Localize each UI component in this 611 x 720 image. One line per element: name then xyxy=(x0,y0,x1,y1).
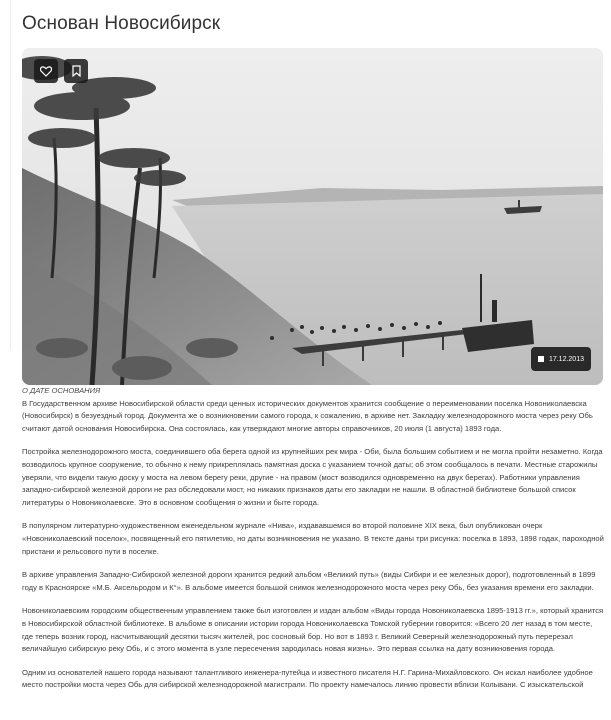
article-title: Основан Новосибирск xyxy=(22,13,221,34)
paragraph: В архиве управления Западно-Сибирской железной дороги хранится редкий альбом «Великий путь» (виды Сибири и ее железных дорог), подготовленный в 1899 году в Красноярске «М.Б. Аксельродом и К°». В альбоме имеется большой снимок железнодорожного моста через реку Обь, без указания времени его закладки. xyxy=(22,570,596,592)
photo-date-badge xyxy=(531,347,591,371)
paragraph: Одним из основателей нашего города называют талантливого инженера-путейца и известного писателя Н.Г. Гарина-Михайловского. Он искал наиболее удобное место постройки моста через Обь для сибирской железнодорожной магистрали. По проекту намечалось линию провести вблизи Колывани. С изыскательской xyxy=(22,667,593,690)
river-photo-illustration xyxy=(22,48,603,385)
paragraph: Новониколаевским городским общественным управлением также был изготовлен и издан альбом «Виды города Новониколаевска 1895-1913 гг.», который хранится в Новосибирской областной библиотеке. В альбоме в описании истории города Новониколаевска Томской губернии говорится: «Всего 20 лет назад в том месте, где теперь возник город, насчитывающий десятки тысяч жителей, рос сосновый бор. Но вот в 1893 г. Великий Северный железнодорожный путь перерезал величайшую сибирскую реку Обь, и с этого момента в узле пересечения зародилась новая жизнь». Это первая ссылка на дату возникновения города. xyxy=(22,606,604,654)
paragraph: Постройка железнодорожного моста, соединившего оба берега одной из крупнейших рек мира - Оби, была большим событием и не могла пройти незаметно. Когда возводилось крупное сооружение, то обычно к нему прикреплялась памятная доска с указанием точной даты; об этом сообщалось в печати. Местные старожилы уверяли, что видели такую доску у моста на левом берегу реки, другие - на правом (мост возводился одновременно на двух берегах). Работники управления западно-сибирской железной дороги не раз обследовали мост, но никаких признаков даты его закладки не нашли. В областной библиотеке большой список литературы о Новониколаевске. Это в основном сообщения о жизни и быте города. xyxy=(22,447,603,507)
article-photo xyxy=(22,48,603,385)
paragraph: В Государственном архиве Новосибирской области среди ценных исторических документов хранится сообщение о переименовании поселка Новониколаевска (Новосибирск) в безуездный город. Документа же о возникновении самого города, к сожалению, в архиве нет. Закладку железнодорожного моста через реку Обь считают датой основания Новосибирска. Она состоялась, как утверждают многие авторы справочников, 20 июля (1 августа) 1893 года. xyxy=(22,398,593,433)
favorite-button[interactable] xyxy=(34,59,58,83)
bookmark-icon xyxy=(72,65,81,77)
photo-date: 17.12.2013 xyxy=(548,355,584,363)
heart-icon xyxy=(40,66,52,77)
square-icon xyxy=(538,356,544,362)
left-divider xyxy=(10,0,11,350)
bookmark-button[interactable] xyxy=(64,59,88,83)
article-body xyxy=(22,385,605,703)
paragraph: В популярном литературно-художественном еженедельном журнале «Нива», издававшемся во второй половине XIX века, был опубликован очерк «Новониколаевский поселок», посвященный его пятилетию, но даты возникновения не указано. В тексте даны три рисунка: поселка в 1893, 1898 годах, пароходной пристани и рельсового пути в поселке. xyxy=(22,521,604,556)
section-label: О ДАТЕ ОСНОВАНИЯ xyxy=(22,386,101,395)
